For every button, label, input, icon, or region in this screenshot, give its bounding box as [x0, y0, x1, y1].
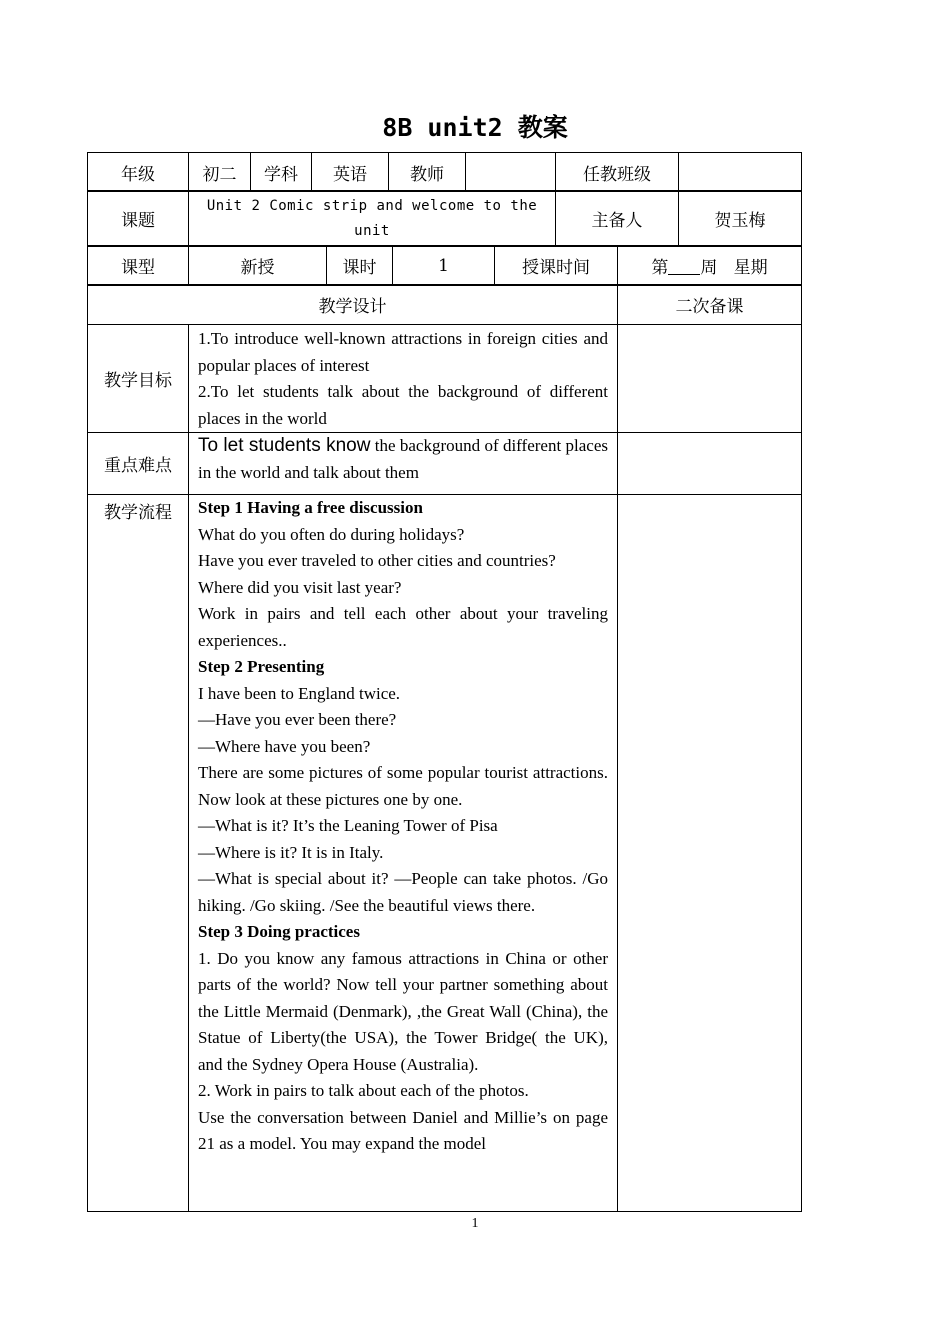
topic-label: 课题 — [88, 191, 189, 247]
step3-title: Step 3 Doing practices — [198, 922, 360, 941]
header-row-topic — [87, 190, 802, 247]
objectives-label: 教学目标 — [88, 325, 189, 433]
process-content — [189, 495, 618, 1212]
step1-line: Where did you visit last year? — [198, 577, 402, 597]
step3-line: 2. Work in pairs to talk about each of the photos. — [198, 1081, 529, 1100]
process-second-prep — [618, 495, 802, 1212]
step2-line: —Have you ever been there? — [198, 710, 397, 729]
keypoints-rest: the background of different places in the world and talk about them — [198, 436, 608, 482]
keypoints-lead: To let students know — [198, 435, 371, 456]
step2-line: There are some pictures of some popular tourist attractions. Now look at these pictures one by one. — [198, 763, 608, 809]
keypoints-label: 重点难点 — [88, 433, 189, 495]
step1-line: Have you ever traveled to other cities and countries? — [198, 551, 556, 570]
teacher-label: 教师 — [389, 153, 466, 192]
step1-title: Step 1 Having a free discussion — [198, 498, 423, 517]
header-row-grade — [87, 152, 802, 192]
class-value — [679, 153, 802, 192]
step2-line: —What is special about it? —People can take photos. /Go hiking. /Go skiing. /See the beautiful views there. — [198, 869, 608, 915]
grade-value: 初二 — [189, 153, 251, 192]
teacher-value — [466, 153, 556, 192]
step2-line: —Where is it? It is in Italy. — [198, 842, 384, 862]
process-label: 教学流程 — [88, 495, 189, 1212]
step2-line: —What is it? It’s the Leaning Tower of Pisa — [198, 816, 498, 835]
week-suffix: 周 — [700, 258, 718, 278]
weekday-label: 星期 — [733, 258, 768, 278]
preparer-value: 贺玉梅 — [679, 191, 802, 247]
objective-item: 1.To introduce well-known attractions in foreign cities and popular places of interest — [198, 329, 608, 375]
document-title: 8B unit2 教案 — [382, 113, 568, 142]
step1-line: What do you often do during holidays? — [198, 524, 465, 544]
objectives-second-prep — [618, 325, 802, 433]
step2-title: Step 2 Presenting — [198, 657, 325, 676]
time-value — [618, 246, 802, 286]
design-heading: 教学设计 — [88, 285, 618, 325]
keypoints-content — [189, 433, 618, 495]
step1-line: Work in pairs and tell each other about your traveling experiences.. — [198, 604, 608, 650]
subject-value: 英语 — [312, 153, 389, 192]
subject-label: 学科 — [251, 153, 312, 192]
page-number: 1 — [471, 1216, 479, 1231]
period-label: 课时 — [327, 246, 393, 286]
header-row-type — [87, 245, 802, 286]
preparer-label: 主备人 — [556, 191, 679, 247]
grade-label: 年级 — [88, 153, 189, 192]
week-prefix: 第 — [651, 258, 669, 278]
topic-value: Unit 2 Comic strip and welcome to the unit — [189, 191, 556, 247]
period-value: 1 — [393, 246, 495, 286]
week-blank — [668, 258, 700, 275]
keypoints-second-prep — [618, 433, 802, 495]
step3-line: Use the conversation between Daniel and Millie’s on page 21 as a model. You may expand the model — [198, 1107, 608, 1153]
step2-line: —Where have you been? — [198, 736, 371, 756]
objectives-content — [189, 325, 618, 433]
second-prep-heading: 二次备课 — [618, 285, 802, 325]
objective-item: 2.To let students talk about the background of different places in the world — [198, 382, 608, 428]
design-table — [87, 284, 802, 1212]
type-value: 新授 — [189, 246, 327, 286]
step3-line: 1. Do you know any famous attractions in China or other parts of the world? Now tell your partner something about the Little Mermaid (Denmark), ,the Great Wall (China), the Statue of Liberty(the USA), the Tower Bridge( the UK), and the Sydney Opera House (Australia). — [198, 948, 608, 1074]
class-label: 任教班级 — [556, 153, 679, 192]
type-label: 课型 — [88, 246, 189, 286]
step2-line: I have been to England twice. — [198, 683, 401, 703]
time-label: 授课时间 — [495, 246, 618, 286]
